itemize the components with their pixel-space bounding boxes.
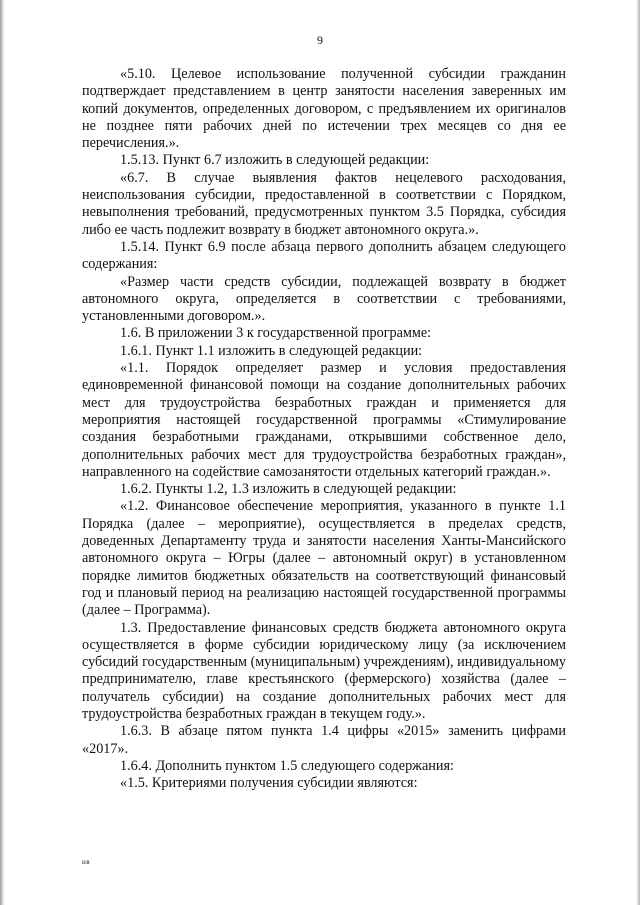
paragraph-1-2: «1.2. Финансовое обеспечение мероприятия, указанного в пункте 1.1 Порядка (далее – мероприятие), осуществляется в пределах средств, доведенных Департаменту труда и занятости населения Ханты-Мансийского автономного округа – Югры (далее – автономный округ) в установленном порядке лимитов бюджетных обязательств на соответствующий финансовый год и плановый период на реализацию настоящей государственной программы (далее – Программа).: [82, 498, 566, 619]
paragraph-1-6-1: 1.6.1. Пункт 1.1 изложить в следующей редакции:: [120, 342, 423, 359]
paragraph-1-6-4: 1.6.4. Дополнить пунктом 1.5 следующего содержания:: [120, 757, 454, 774]
paragraph-1-5-13: 1.5.13. Пункт 6.7 изложить в следующей редакции:: [120, 152, 430, 169]
footer-initials: нв: [82, 858, 91, 866]
paragraph-subsidy-return-size: «Размер части средств субсидии, подлежащей возврату в бюджет автономного округа, определяется в соответствии с требованиями, установленными договором.».: [82, 273, 566, 325]
document-body: [82, 66, 566, 792]
page-number: 9: [317, 33, 323, 47]
paragraph-1-5: «1.5. Критериями получения субсидии являются:: [120, 775, 418, 792]
paragraph-1-1: «1.1. Порядок определяет размер и условия предоставления единовременной финансовой помощи на создание дополнительных рабочих мест для трудоустройства безработных граждан и применяется для мероприятия настоящей государственной программы «Стимулирование создания безработными гражданами, открывшими собственное дело, дополнительных рабочих мест для трудоустройства безработных граждан», направленного на содействие самозанятости отдельных категорий граждан.».: [82, 360, 566, 480]
paragraph-1-6: 1.6. В приложении 3 к государственной программе:: [120, 325, 432, 342]
paragraph-1-5-14: 1.5.14. Пункт 6.9 после абзаца первого дополнить абзацем следующего содержания:: [82, 238, 566, 273]
scan-edge-left: [0, 0, 5, 905]
scan-edge-right: [636, 0, 640, 905]
paragraph-1-6-2: 1.6.2. Пункты 1.2, 1.3 изложить в следующей редакции:: [120, 481, 457, 498]
paragraph-1-3: 1.3. Предоставление финансовых средств бюджета автономного округа осуществляется в форме субсидии юридическому лицу (за исключением субсидий государственным (муниципальным) учреждениям), индивидуальному предпринимателю, главе крестьянского (фермерского) хозяйства (далее – получатель субсидии) на создание дополнительных рабочих мест для трудоустройства безработных граждан в текущем году.».: [82, 619, 566, 722]
paragraph-1-6-3: 1.6.3. В абзаце пятом пункта 1.4 цифры «2015» заменить цифрами «2017».: [82, 723, 566, 757]
paragraph-6-7: «6.7. В случае выявления фактов нецелевого расходования, неиспользования субсидии, предоставленной в соответствии с Порядком, невыполнения требований, предусмотренных пунктом 3.5 Порядка, субсидия либо ее часть подлежит возврату в бюджет автономного округа.».: [82, 169, 566, 238]
paragraph-5-10: «5.10. Целевое использование полученной субсидии гражданин подтверждает представлением в центр занятости населения заверенных им копий документов, определенных договором, с предъявлением их оригиналов не позднее пяти рабочих дней по истечении трех месяцев со дня ее перечисления.».: [82, 66, 566, 152]
